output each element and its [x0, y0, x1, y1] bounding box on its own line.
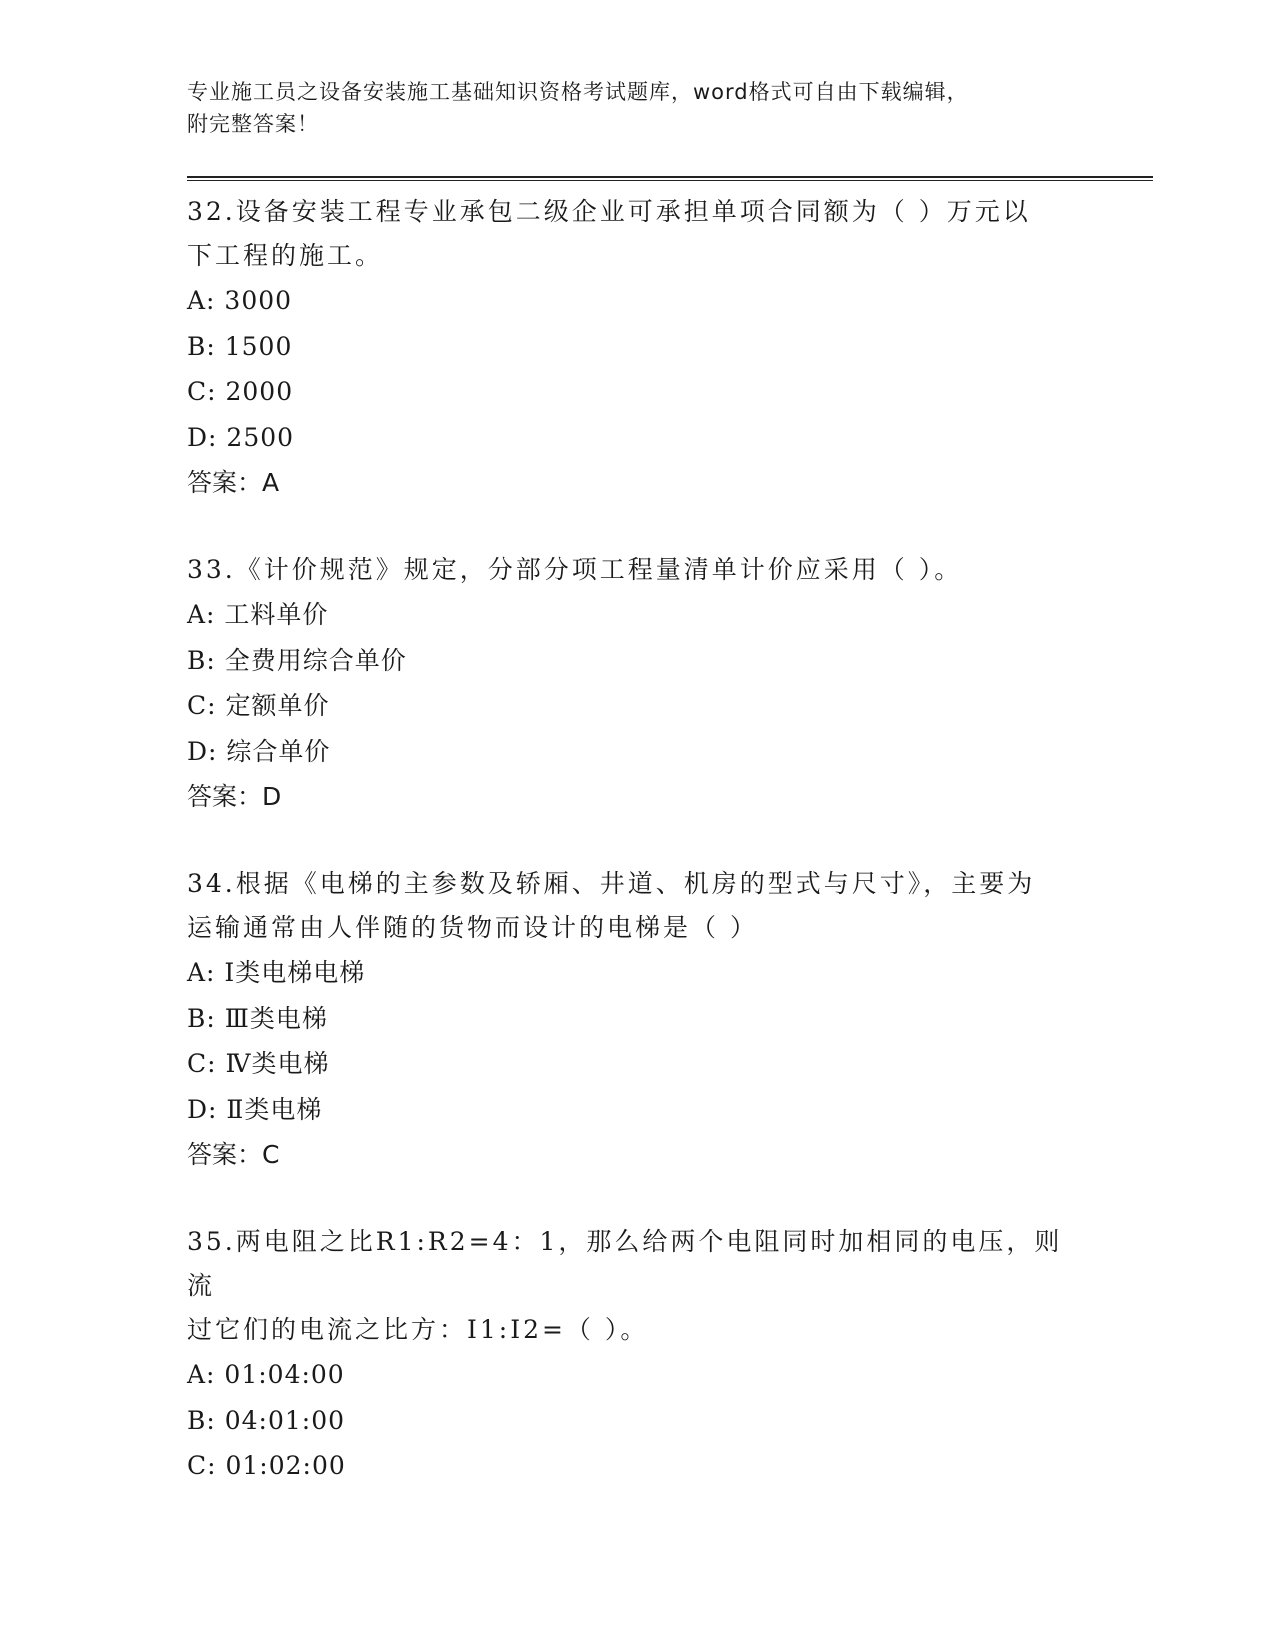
answer: 答案：C	[187, 1140, 280, 1169]
question-stem-line: 33.《计价规范》规定，分部分项工程量清单计价应采用（ ）。	[187, 555, 963, 584]
question-32	[187, 190, 1087, 506]
option-b: B: Ⅲ类电梯	[187, 1003, 328, 1033]
question-stem-line: 下工程的施工。	[187, 241, 384, 270]
question-33	[187, 548, 1087, 820]
question-34	[187, 862, 1087, 1178]
question-35	[187, 1220, 1087, 1489]
question-stem-line: 32.设备安装工程专业承包二级企业可承担单项合同额为（ ）万元以	[187, 197, 1031, 226]
document-header	[187, 76, 1087, 140]
option-c: C: 01:02:00	[187, 1451, 346, 1480]
header-line-1: 专业施工员之设备安装施工基础知识资格考试题库，word格式可自由下载编辑，	[187, 80, 969, 104]
option-a: A: Ⅰ类电梯电梯	[187, 958, 366, 987]
option-b: B: 04:01:00	[187, 1405, 346, 1435]
option-c: C: 2000	[187, 377, 294, 406]
answer: 答案：D	[187, 782, 282, 811]
option-b: B: 全费用综合单价	[187, 645, 407, 675]
option-c: C: 定额单价	[187, 691, 330, 720]
option-c: C: Ⅳ类电梯	[187, 1049, 330, 1078]
question-stem-line: 35.两电阻之比R1:R2=4：1，那么给两个电阻同时加相同的电压，则流	[187, 1227, 1063, 1300]
option-d: D: 综合单价	[187, 736, 331, 766]
question-stem-line: 34.根据《电梯的主参数及轿厢、井道、机房的型式与尺寸》，主要为	[187, 869, 1036, 898]
option-a: A: 01:04:00	[187, 1360, 345, 1389]
header-line-2: 附完整答案！	[187, 112, 319, 136]
option-d: D: 2500	[187, 422, 295, 452]
answer: 答案：A	[187, 468, 280, 497]
question-stem-line: 运输通常由人伴随的货物而设计的电梯是（ ）	[187, 913, 758, 942]
question-stem-line: 过它们的电流之比方：I1:I2=（ ）。	[187, 1315, 649, 1344]
header-divider	[187, 176, 1153, 181]
option-a: A: 3000	[187, 286, 293, 315]
option-a: A: 工料单价	[187, 600, 329, 629]
option-d: D: Ⅱ类电梯	[187, 1094, 323, 1124]
option-b: B: 1500	[187, 331, 293, 361]
question-list	[187, 190, 1087, 1531]
